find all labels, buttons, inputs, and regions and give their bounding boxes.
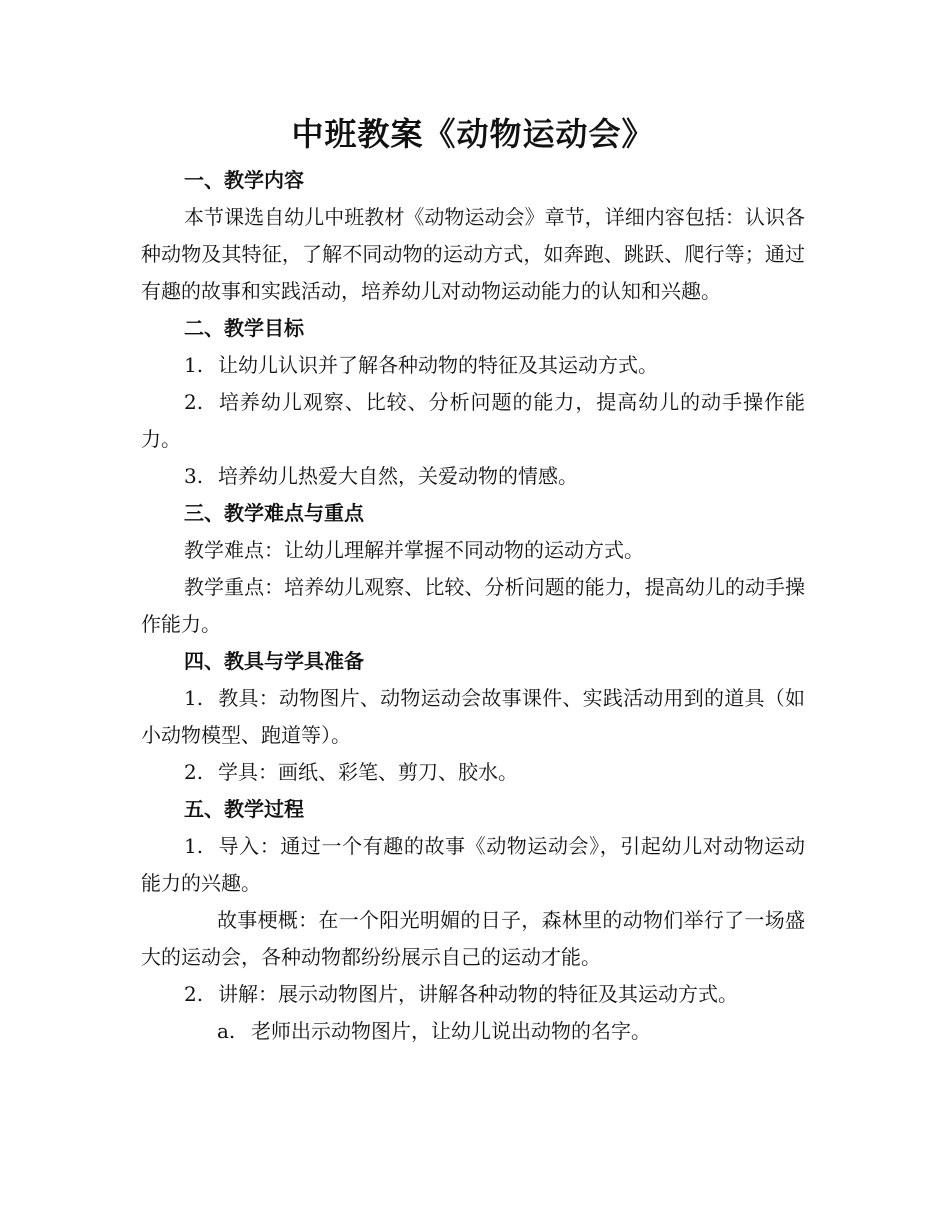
- document-body: [141, 112, 805, 1050]
- section-heading-goals: 二、教学目标: [184, 316, 304, 340]
- list-item: [141, 458, 805, 495]
- list-item: [141, 347, 805, 384]
- list-item-number: 2.: [184, 760, 204, 784]
- list-item-number: 1.: [184, 686, 204, 710]
- section-heading-key-points: 三、教学难点与重点: [184, 501, 364, 525]
- section-paragraph: 本节课选自幼儿中班教材《动物运动会》章节，详细内容包括：认识各种动物及其特征，了解不同动物的运动方式，如奔跑、跳跃、爬行等；通过有趣的故事和实践活动，培养幼儿对动物运动能力的认知和兴趣。: [141, 205, 805, 303]
- list-item-number: 3.: [184, 464, 204, 488]
- list-item-number: 1.: [184, 353, 204, 377]
- list-item: [141, 384, 805, 458]
- list-item-text: 教具：动物图片、动物运动会故事课件、实践活动用到的道具（如小动物模型、跑道等）。: [141, 686, 805, 747]
- list-item-text: 讲解：展示动物图片，讲解各种动物的特征及其运动方式。: [218, 982, 738, 1006]
- sub-list-item-text: 老师出示动物图片，让幼儿说出动物的名字。: [251, 1019, 651, 1043]
- list-item: [141, 680, 805, 754]
- sub-list-item: [141, 1013, 805, 1050]
- section-paragraph: 教学重点：培养幼儿观察、比较、分析问题的能力，提高幼儿的动手操作能力。: [141, 575, 805, 636]
- section-paragraph: 教学难点：让幼儿理解并掌握不同动物的运动方式。: [184, 538, 644, 562]
- list-item-text: 学具：画纸、彩笔、剪刀、胶水。: [218, 760, 518, 784]
- list-item-text: 让幼儿认识并了解各种动物的特征及其运动方式。: [218, 353, 658, 377]
- list-item-number: 1.: [184, 834, 204, 858]
- list-item-text: 导入：通过一个有趣的故事《动物运动会》，引起幼儿对动物运动能力的兴趣。: [141, 834, 805, 895]
- list-item: [141, 828, 805, 902]
- list-item: [141, 754, 805, 791]
- story-summary: 故事梗概：在一个阳光明媚的日子，森林里的动物们举行了一场盛大的运动会，各种动物都纷纷展示自己的运动才能。: [141, 908, 805, 969]
- list-item: [141, 976, 805, 1013]
- list-item-text: 培养幼儿热爱大自然，关爱动物的情感。: [218, 464, 578, 488]
- list-item-number: 2.: [184, 982, 204, 1006]
- section-heading-process: 五、教学过程: [184, 797, 304, 821]
- sub-list-item-letter: a.: [217, 1019, 236, 1043]
- document-title: 中班教案《动物运动会》: [291, 115, 655, 153]
- list-item-text: 培养幼儿观察、比较、分析问题的能力，提高幼儿的动手操作能力。: [141, 390, 805, 451]
- section-heading-materials: 四、教具与学具准备: [184, 649, 364, 673]
- list-item-number: 2.: [184, 390, 204, 414]
- section-heading-content: 一、教学内容: [184, 168, 304, 192]
